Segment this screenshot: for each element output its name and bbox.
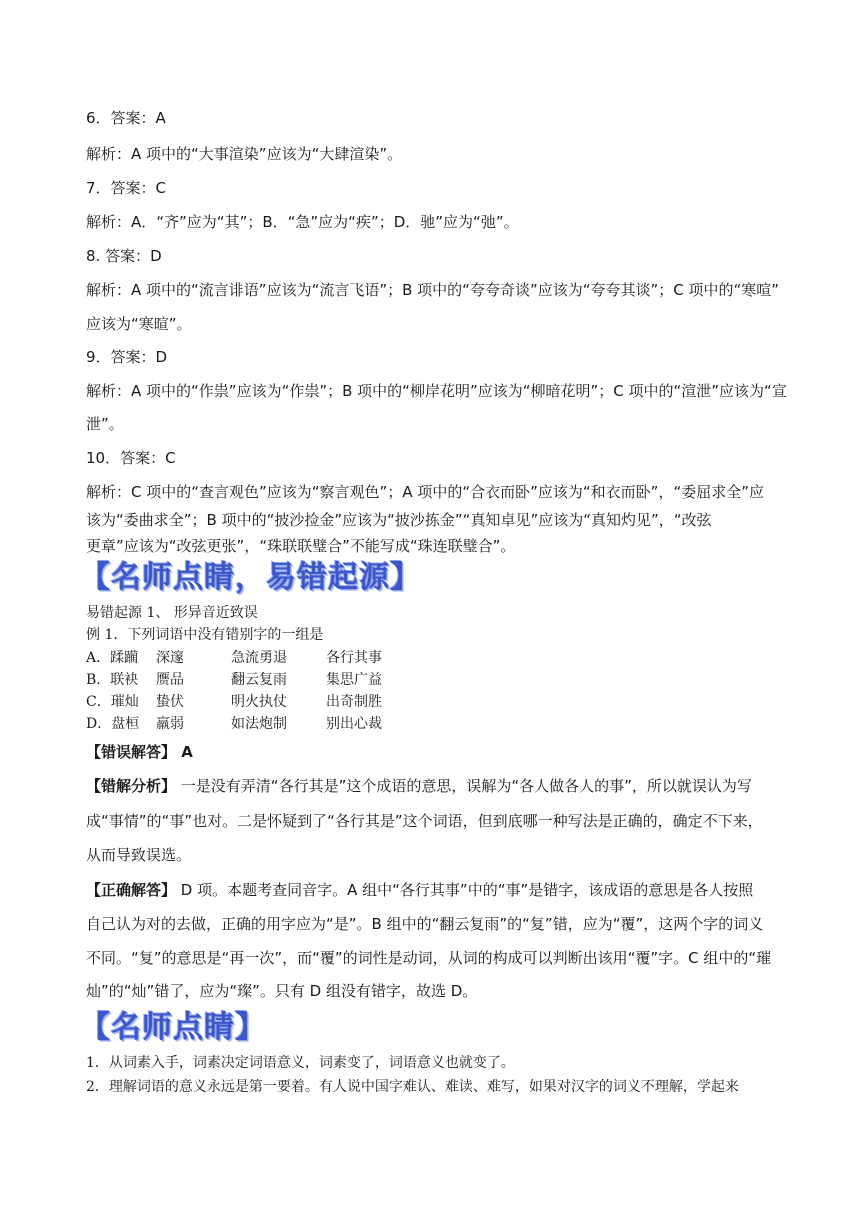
option-b-2: 赝品 [156, 672, 184, 688]
wrong-analysis-line-3: 从而导致误选。 [86, 846, 192, 864]
example-question: 例 1．下列词语中没有错别字的一组是 [86, 627, 324, 643]
wrong-answer [86, 742, 193, 762]
wrong-answer-value: A [181, 743, 193, 761]
option-a-4: 各行其事 [326, 650, 382, 666]
option-c-3: 明火执仗 [231, 694, 287, 710]
correct-answer-line-4: 灿”的“灿”错了，应为“璨”。只有 D 组没有错字，故选 D。 [86, 982, 478, 1000]
option-c-1: C．璀灿 [86, 694, 139, 710]
option-b-3: 翻云复雨 [231, 672, 287, 688]
option-a-1: A．蹂躏 [86, 650, 139, 666]
option-d-1: D．盘桓 [86, 716, 140, 732]
option-d-4: 别出心裁 [326, 716, 382, 732]
correct-answer-label: 【正确解答】 [86, 881, 177, 899]
wrong-analysis-label: 【错解分析】 [86, 777, 177, 795]
answer-8: 8. 答案：D [86, 247, 162, 265]
answer-6: 6．答案：A [86, 109, 166, 127]
wrong-analysis-line-1 [86, 776, 752, 796]
correct-answer-text-1: D 项。本题考查同音字。A 组中“各行其事”中的“事”是错字，该成语的意思是各人按照 [180, 881, 754, 899]
analysis-7: 解析：A．“齐”应为“其”；B．“急”应为“疾”；D．驰”应为“弛”。 [86, 213, 519, 231]
analysis-10-line-1: 解析：C 项中的“查言观色”应该为“察言观色”；A 项中的“合衣而卧”应该为“和衣而卧”，“委屈求全”应 [86, 483, 764, 501]
option-d [86, 714, 416, 734]
tip-2: 2．理解词语的意义永远是第一要着。有人说中国字难认、难读、难写，如果对汉字的词义不理解，学起来 [86, 1079, 739, 1095]
option-b-1: B．联袂 [86, 672, 139, 688]
wrong-analysis-text-1: 一是没有弄清“各行其是”这个成语的意思，误解为“各人做各人的事”，所以就误认为写 [180, 777, 752, 795]
option-a-2: 深邃 [156, 650, 184, 666]
option-d-3: 如法炮制 [231, 716, 287, 732]
option-b [86, 670, 416, 690]
wrong-answer-label: 【错误解答】 [86, 743, 177, 761]
option-a [86, 648, 416, 668]
wrong-analysis-line-2: 成“事情”的“事”也对。二是怀疑到了“各行其是”这个词语，但到底哪一种写法是正确的，确定不下来， [86, 812, 763, 830]
answer-7: 7．答案：C [86, 179, 167, 197]
correct-answer-line-1 [86, 880, 753, 900]
analysis-6: 解析：A 项中的“大事渲染”应该为“大肆渲染”。 [86, 145, 403, 163]
option-d-2: 羸弱 [156, 716, 184, 732]
analysis-9-line-1: 解析：A 项中的“作祟”应该为“作祟”；B 项中的“柳岸花明”应该为“柳暗花明”；C 项中的“渲泄”应该为“宣 [86, 382, 787, 400]
banner-common-errors: 【名师点睛，易错起源】 [80, 560, 421, 595]
option-c [86, 692, 416, 712]
answer-9: 9．答案：D [86, 348, 168, 366]
option-b-4: 集思广益 [326, 672, 382, 688]
correct-answer-line-3: 不同。“复”的意思是“再一次”，而“覆”的词性是动词，从词的构成可以判断出该用“覆”字。C 组中的“璀 [86, 949, 772, 967]
option-a-3: 急流勇退 [231, 650, 287, 666]
tip-1: 1．从词素入手，词素决定词语意义，词素变了，词语意义也就变了。 [86, 1055, 515, 1071]
option-c-4: 出奇制胜 [326, 694, 382, 710]
analysis-10-line-3: 更章”应该为“改弦更张”，“珠联联璧合”不能写成“珠连联璧合”。 [86, 537, 516, 555]
option-c-2: 蛰伏 [156, 694, 184, 710]
analysis-8-line-1: 解析：A 项中的“流言诽语”应该为“流言飞语”；B 项中的“夸夸奇谈”应该为“夸夸其谈”；C 项中的“寒喧” [86, 281, 780, 299]
error-source-subtitle: 易错起源 1、 形异音近致误 [86, 605, 258, 621]
analysis-10-line-2: 该为“委曲求全”；B 项中的“披沙捡金”应该为“披沙拣金”“真知卓见”应该为“真知灼见”，“改弦 [86, 511, 712, 529]
analysis-8-line-2: 应该为“寒暄”。 [86, 315, 192, 333]
correct-answer-line-2: 自己认为对的去做，正确的用字应为“是”。B 组中的“翻云复雨”的“复”错，应为“覆”，这两个字的词义 [86, 915, 764, 933]
banner-teacher-tips: 【名师点睛】 [80, 1010, 266, 1045]
analysis-9-line-2: 泄”。 [86, 415, 124, 433]
answer-10: 10．答案：C [86, 449, 176, 467]
